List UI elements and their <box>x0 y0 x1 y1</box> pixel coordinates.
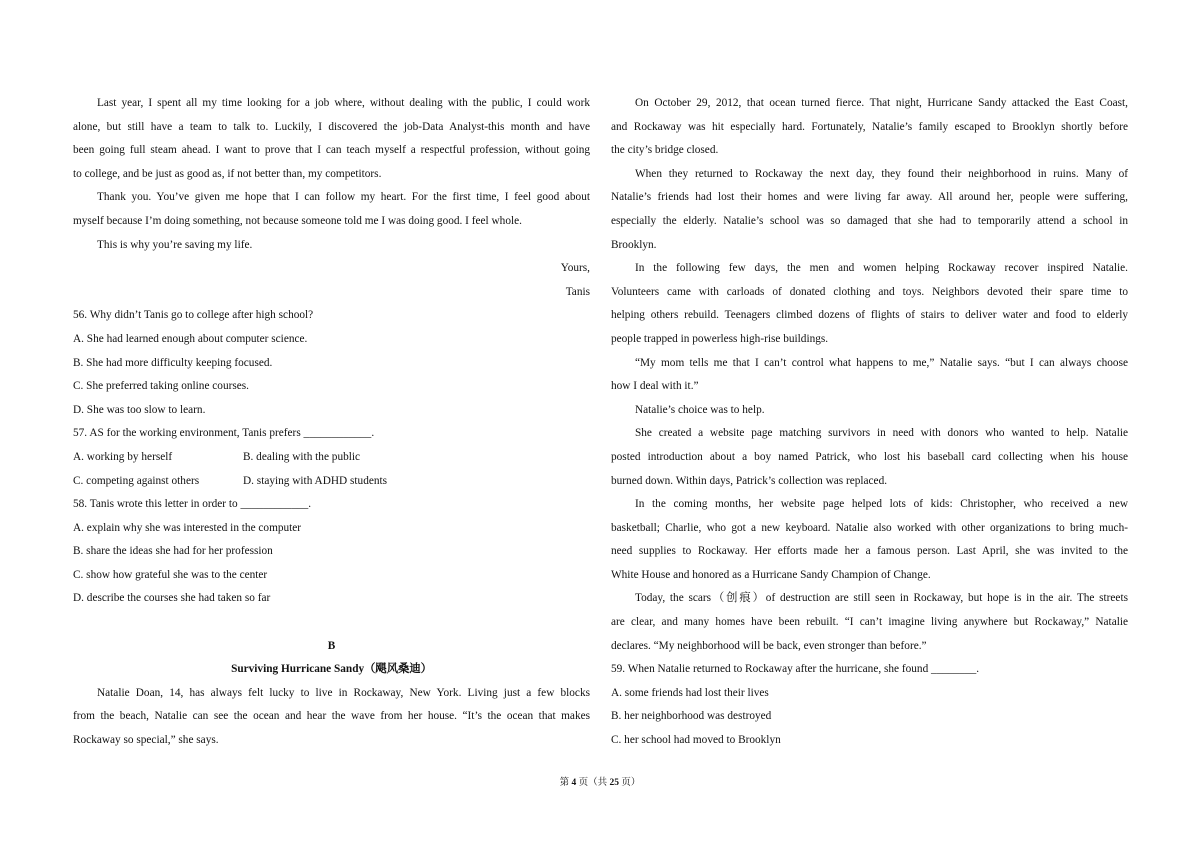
letter-line: to college, and be just as good as, if not better than, my competitors. <box>73 167 382 180</box>
passage-line: from the beach, Natalie can see the ocean and hear the wave from her house. “It’s the ocean that makes <box>73 710 590 723</box>
letter-line: alone, but still have a team to talk to. Luckily, I discovered the job-Data Analyst-this month and have <box>73 120 590 133</box>
question-58-option-a: A. explain why she was interested in the computer <box>73 521 302 534</box>
passage-line: burned down. Within days, Patrick’s collection was replaced. <box>611 474 888 487</box>
letter-line: This is why you’re saving my life. <box>97 238 253 251</box>
passage-line: are clear, and many homes have been rebuilt. “I can’t imagine living anywhere but Rockaway,” Natalie <box>611 616 1128 629</box>
passage-line: declares. “My neighborhood will be back, even stronger than before.” <box>611 639 927 652</box>
letter-line: Last year, I spent all my time looking for a job where, without dealing with the public, I could work <box>97 97 590 109</box>
passage-line: Natalie Doan, 14, has always felt lucky to live in Rockaway, New York. Living just a few blocks <box>97 686 590 699</box>
question-59-option-b: B. her neighborhood was destroyed <box>611 710 772 723</box>
question-57-option-c: C. competing against others <box>73 474 200 487</box>
passage-line: helping others rebuild. Teenagers climbed dozens of flights of stairs to deliver water and food to elderly <box>611 309 1128 322</box>
right-column <box>611 92 1128 753</box>
passage-line: In the following few days, the men and women helping Rockaway recover inspired Natalie. <box>635 262 1128 275</box>
footer-prefix: 第 <box>559 778 572 788</box>
footer-page-number: 4 <box>571 778 577 788</box>
letter-line: myself because I’m doing something, not because someone told me I was doing good. I feel whole. <box>73 214 522 227</box>
passage-line: White House and honored as a Hurricane Sandy Champion of Change. <box>611 568 931 581</box>
passage-line: Today, the scars（创痕）of destruction are still seen in Rockaway, but hope is in the air. The streets <box>635 592 1128 605</box>
question-57-option-a: A. working by herself <box>73 450 173 463</box>
section-letter: B <box>327 639 336 652</box>
letter-line: been going full steam ahead. I want to prove that I can teach myself a respectful profession, without going <box>73 144 590 157</box>
passage-line: Rockaway so special,” she says. <box>73 734 219 747</box>
passage-line: how I deal with it.” <box>611 380 699 393</box>
question-57-options-row <box>73 470 590 494</box>
question-56-stem: 56. Why didn’t Tanis go to college after high school? <box>73 309 314 322</box>
question-57-option-b: B. dealing with the public <box>243 450 361 463</box>
page-footer <box>0 774 1200 788</box>
question-58-stem: 58. Tanis wrote this letter in order to ____________. <box>73 498 312 511</box>
question-57-stem: 57. AS for the working environment, Tanis prefers ____________. <box>73 427 375 440</box>
letter-signature: Tanis <box>565 285 590 298</box>
letter-line: Thank you. You’ve given me hope that I can follow my heart. For the first time, I feel good about <box>97 191 590 204</box>
footer-total-pages: 25 <box>609 778 619 788</box>
passage-title: Surviving Hurricane Sandy（飓风桑迪） <box>231 663 432 676</box>
footer-middle: 页（共 <box>576 778 610 788</box>
passage-line: basketball; Charlie, who got a new keyboard. Natalie also worked with other organizations to bring much- <box>611 521 1128 534</box>
passage-line: When they returned to Rockaway the next day, they found their neighborhood in ruins. Many of <box>635 167 1128 180</box>
question-56-option-c: C. She preferred taking online courses. <box>73 380 249 393</box>
passage-line: especially the elderly. Natalie’s school was so damaged that she had to temporarily attend a school in <box>611 214 1128 227</box>
passage-line: Volunteers came with carloads of donated clothing and toys. Neighbors devoted their spare time to <box>611 285 1128 298</box>
passage-line: and Rockaway was hit especially hard. Fortunately, Natalie’s family escaped to Brooklyn shortly before <box>611 120 1128 133</box>
question-57-options-row <box>73 446 590 470</box>
question-59-option-a: A. some friends had lost their lives <box>611 686 769 699</box>
passage-line: need supplies to Rockaway. Her efforts made her a famous person. Last April, she was invited to the <box>611 545 1128 558</box>
left-column <box>73 92 590 753</box>
question-57-option-d: D. staying with ADHD students <box>243 474 388 487</box>
passage-line: Brooklyn. <box>611 238 657 251</box>
question-56-option-b: B. She had more difficulty keeping focused. <box>73 356 273 369</box>
passage-line: Natalie’s choice was to help. <box>635 403 765 416</box>
section-gap <box>73 611 590 635</box>
passage-line: She created a website page matching survivors in need with donors who wanted to help. Natalie <box>635 427 1128 440</box>
question-58-option-d: D. describe the courses she had taken so far <box>73 592 271 605</box>
passage-line: posted introduction about a boy named Patrick, who lost his baseball card collecting when his house <box>611 450 1128 463</box>
passage-line: “My mom tells me that I can’t control what happens to me,” Natalie says. “but I can always choose <box>635 356 1128 369</box>
question-59-stem: 59. When Natalie returned to Rockaway after the hurricane, she found ________. <box>611 663 980 676</box>
letter-closing: Yours, <box>560 262 590 275</box>
passage-line: people trapped in powerless high-rise buildings. <box>611 332 829 345</box>
passage-line: Natalie’s friends had lost their homes and were living far away. All around her, people were suffering, <box>611 191 1128 204</box>
question-59-option-c: C. her school had moved to Brooklyn <box>611 734 781 747</box>
question-56-option-d: D. She was too slow to learn. <box>73 403 206 416</box>
question-58-option-b: B. share the ideas she had for her profession <box>73 545 273 558</box>
footer-suffix: 页） <box>619 778 641 788</box>
passage-line: On October 29, 2012, that ocean turned fierce. That night, Hurricane Sandy attacked the East Coast, <box>635 97 1128 109</box>
passage-line: the city’s bridge closed. <box>611 144 719 157</box>
passage-line: In the coming months, her website page helped lots of kids: Christopher, who received a new <box>635 498 1128 511</box>
question-56-option-a: A. She had learned enough about computer science. <box>73 332 308 345</box>
question-58-option-c: C. show how grateful she was to the center <box>73 568 268 581</box>
